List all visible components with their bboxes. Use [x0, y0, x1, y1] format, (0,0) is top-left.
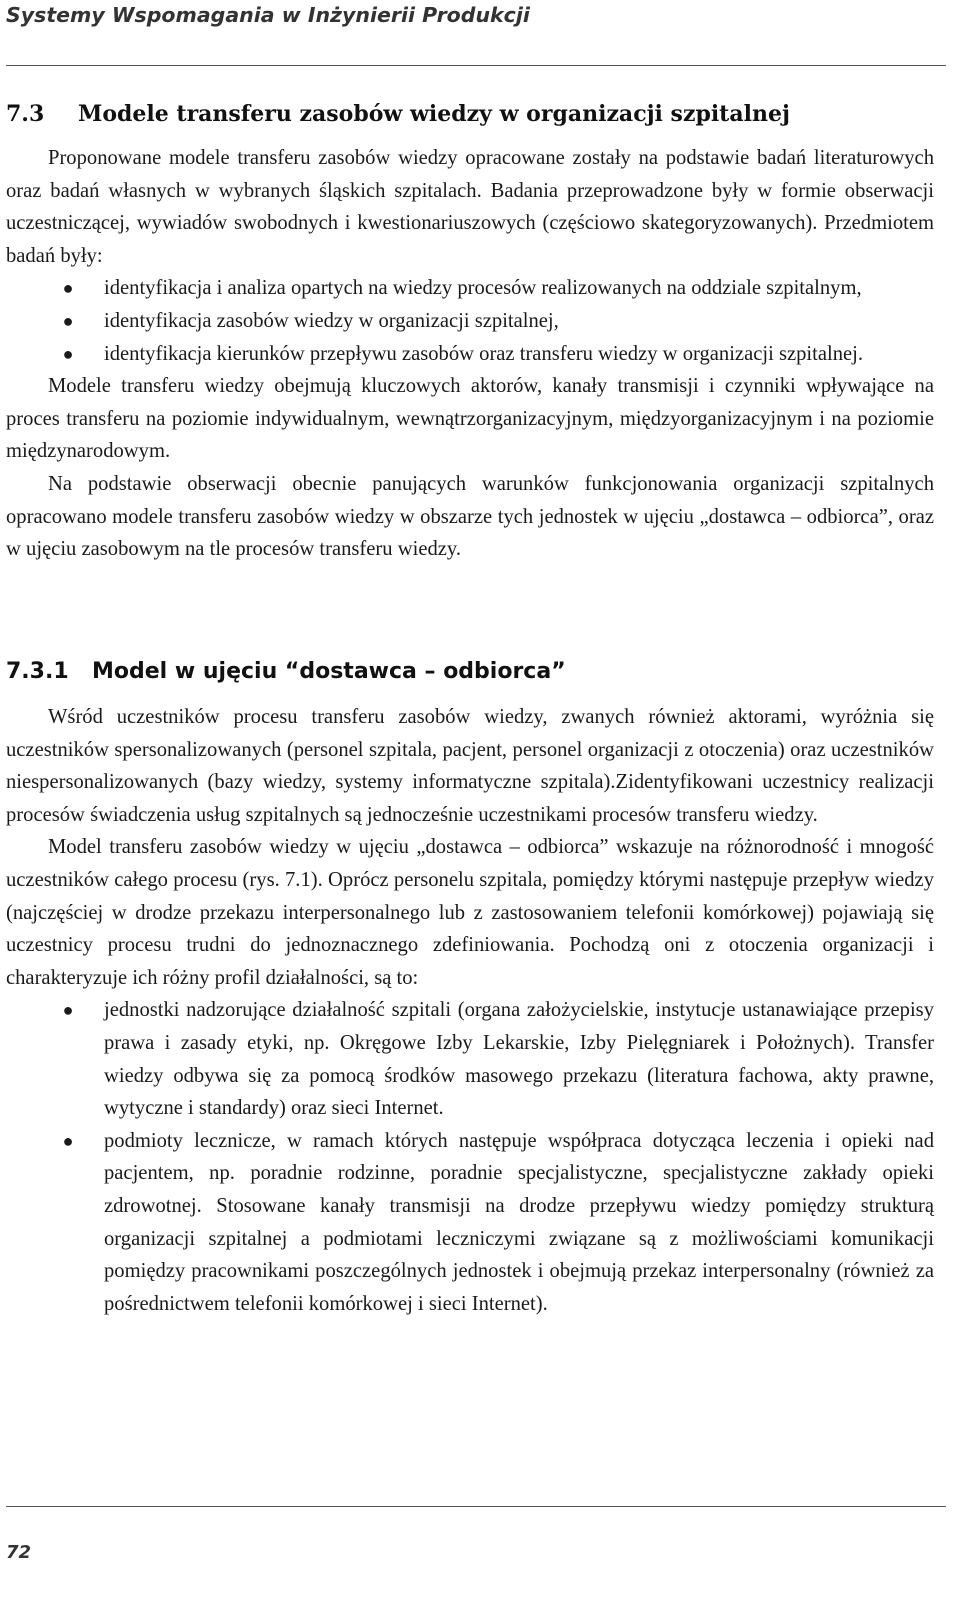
running-header: Systemy Wspomagania w Inżynierii Produkcji — [6, 3, 530, 27]
subsection-number: 7.3.1 — [6, 659, 69, 684]
bullet-dot-icon: ● — [62, 310, 74, 331]
subsection-heading — [6, 656, 946, 688]
bullet-dot-icon: ● — [62, 343, 74, 364]
basis-paragraph: Na podstawie obserwacji obecnie panujących warunków funkcjonowania organizacji szpitalnych opracowano modele transferu zasobów wiedzy w obszarze tych jednostek w ujęciu „dostawca – odbiorca”, oraz w ujęciu zasobowym na tle procesów transferu wiedzy. — [6, 472, 934, 561]
bullet-dot-icon: ● — [62, 1130, 74, 1151]
bullet-dot-icon: ● — [62, 1000, 74, 1021]
model-paragraph: Model transferu zasobów wiedzy w ujęciu „dostawca – odbiorca” wskazuje na różnorodność i mnogość uczestników całego procesu (rys. 7.1). Oprócz personelu szpitala, pomiędzy którymi następuje przepływ wiedzy (najczęściej w drodze przekazu interpersonalnego lub z zastosowaniem telefonii komórkowej) pojawiają się uczestnicy procesu trudni do jednoznacznego zdefiniowania. Pochodzą oni z otoczenia organizacji i charakteryzuje ich różny profil działalności, są to: — [6, 836, 934, 989]
footer-rule — [6, 1506, 946, 1507]
subsection-title: Model w ujęciu “dostawca – odbiorca” — [92, 659, 566, 684]
list-item: ● jednostki nadzorujące działalność szpitali (organa założycielskie, instytucje ustanawiające przepisy prawa i zasady etyki, np. Okręgowe Izby Lekarskie, Izby Pielęgniarek i Położnych). Transfer wiedzy odbywa się za pomocą środków masowego przekazu (literatura fachowa, akty prawne, wytyczne i standardy) oraz sieci Internet. — [6, 994, 934, 1124]
intro-paragraph: Proponowane modele transferu zasobów wiedzy opracowane zostały na podstawie badań literaturowych oraz badań własnych w wybranych śląskich szpitalach. Badania przeprowadzone były w formie obserwacji uczestniczącej, wywiadów swobodnych i kwestionariuszowych (częściowo skategoryzowanych). Przedmiotem badań były: — [6, 147, 934, 267]
models-paragraph: Modele transferu wiedzy obejmują kluczowych aktorów, kanały transmisji i czynniki wpływające na proces transferu na poziomie indywidualnym, wewnątrzorganizacyjnym, międzyorganizacyjnym i na poziomie międzynarodowym. — [6, 375, 934, 463]
participants-list — [6, 994, 934, 1320]
subsection-body — [6, 701, 934, 1320]
list-item: ● identyfikacja zasobów wiedzy w organizacji szpitalnej, — [6, 305, 934, 338]
list-item: ● identyfikacja i analiza opartych na wiedzy procesów realizowanych na oddziale szpitalnym, — [6, 272, 934, 305]
section-number: 7.3 — [6, 101, 45, 127]
section-heading — [6, 98, 946, 130]
section-body — [6, 142, 934, 566]
page-number: 72 — [6, 1542, 32, 1563]
header-rule — [6, 65, 946, 66]
bullet-dot-icon: ● — [62, 278, 74, 299]
participants-paragraph: Wśród uczestników procesu transferu zasobów wiedzy, zwanych również aktorami, wyróżnia się uczestników spersonalizowanych (personel szpitala, pacjent, personel organizacji z otoczenia) oraz uczestników niespersonalizowanych (bazy wiedzy, systemy informatyczne szpitala).Zidentyfikowani uczestnicy realizacji procesów świadczenia usług szpitalnych są jednocześnie uczestnikami procesów transferu wiedzy. — [6, 706, 934, 826]
research-scope-list — [6, 272, 934, 370]
list-item: ● identyfikacja kierunków przepływu zasobów oraz transferu wiedzy w organizacji szpitalnej. — [6, 338, 934, 371]
section-title: Modele transferu zasobów wiedzy w organizacji szpitalnej — [78, 101, 790, 127]
list-item: ● podmioty lecznicze, w ramach których następuje współpraca dotycząca leczenia i opieki nad pacjentem, np. poradnie rodzinne, poradnie specjalistyczne, specjalistyczne zakłady opieki zdrowotnej. Stosowane kanały transmisji na drodze przepływu wiedzy pomiędzy strukturą organizacji szpitalnej a podmiotami leczniczymi związane są z możliwościami komunikacji pomiędzy pracownikami poszczególnych jednostek i obejmują przekaz interpersonalny (również za pośrednictwem telefonii komórkowej i sieci Internet). — [6, 1125, 934, 1321]
